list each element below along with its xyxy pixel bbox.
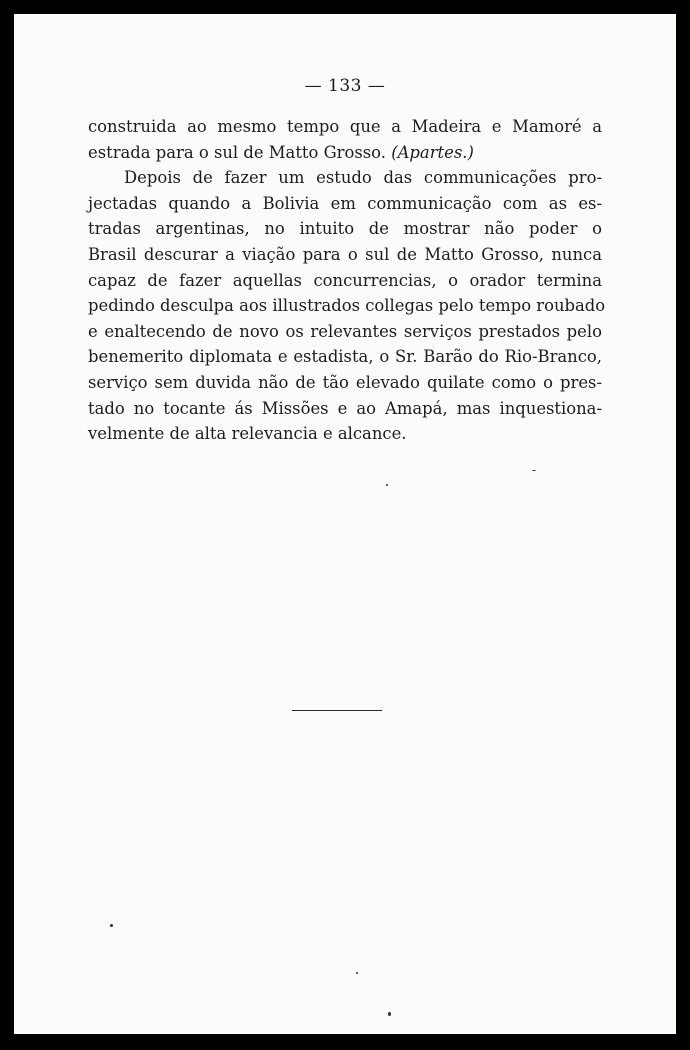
text-line-content: estrada para o sul de Matto Grosso. [88, 142, 386, 162]
scan-speck [386, 484, 388, 486]
text-line: Depois de fazer um estudo das communicações pro- [124, 168, 602, 188]
text-line: construida ao mesmo tempo que a Madeira e Mamoré a [88, 117, 602, 136]
scan-speck [356, 972, 358, 974]
scan-speck [110, 924, 113, 927]
text-line: e enaltecendo de novo os relevantes serviços prestados pelo [88, 321, 602, 341]
text-line: benemerito diplomata e estadista, o Sr. Barão do Rio-Branco, [88, 347, 602, 367]
scan-speck [388, 1012, 391, 1016]
text-line: capaz de fazer aquellas concurrencias, o orador termina [88, 270, 602, 290]
section-divider [292, 710, 382, 711]
page-number: — 133 — [304, 76, 386, 96]
apartes-aside: (Apartes.) [391, 142, 474, 162]
text-line: jectadas quando a Bolivia em communicação com as es- [88, 193, 602, 213]
scan-speck [532, 470, 536, 471]
text-line: tado no tocante ás Missões e ao Amapá, mas inquestiona- [88, 398, 602, 418]
text-line: velmente de alta relevancia e alcance. [88, 424, 407, 444]
text-line: Brasil descurar a viação para o sul de Matto Grosso, nunca [88, 244, 602, 264]
text-line: serviço sem duvida não de tão elevado quilate como o pres- [88, 372, 602, 392]
text-line [88, 140, 602, 166]
body-text [88, 114, 606, 447]
text-line: pedindo desculpa aos illustrados collegas pelo tempo roubado [88, 296, 606, 316]
text-line: tradas argentinas, no intuito de mostrar não poder o [88, 219, 602, 239]
